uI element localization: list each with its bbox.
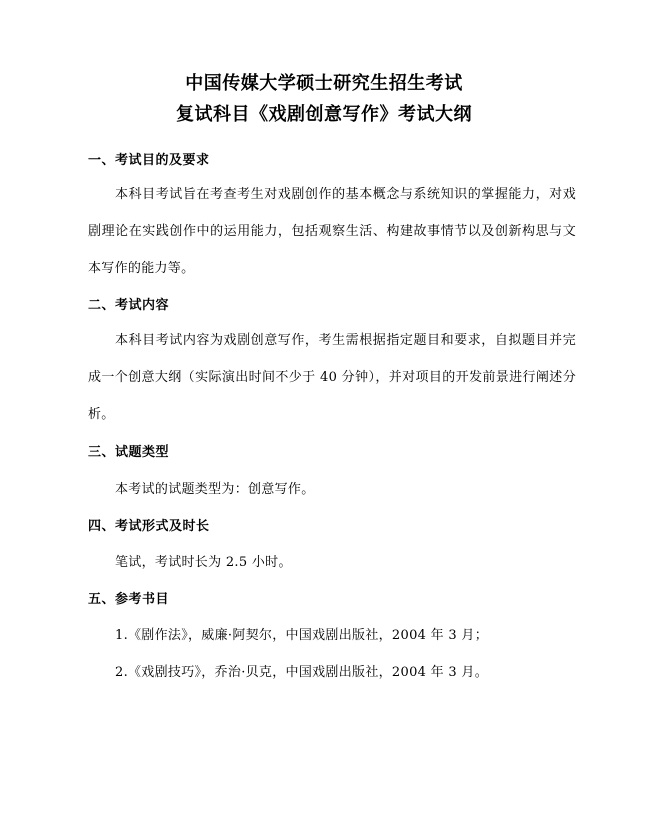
- section-body-objectives: 本科目考试旨在考查考生对戏剧创作的基本概念与系统知识的掌握能力，对戏剧理论在实践创作中的运用能力，包括观察生活、构建故事情节以及创新构思与文本写作的能力等。: [88, 187, 576, 276]
- section-heading-objectives: 一、考试目的及要求: [88, 153, 210, 168]
- section-body-format-duration: 笔试，考试时长为 2.5 小时。: [115, 555, 292, 570]
- section-body-content: 本科目考试内容为戏剧创意写作，考生需根据指定题目和要求，自拟题目并完成一个创意大纲（实际演出时间不少于 40 分钟），并对项目的开发前景进行阐述分析。: [88, 333, 576, 422]
- section-heading-references: 五、参考书目: [88, 592, 170, 607]
- section-heading-question-types: 三、试题类型: [88, 445, 170, 460]
- document-title-line-2: 复试科目《戏剧创意写作》考试大纲: [176, 104, 472, 125]
- document-title-line-1: 中国传媒大学硕士研究生招生考试: [185, 73, 463, 94]
- reference-item-1: 1.《剧作法》，威廉·阿契尔，中国戏剧出版社，2004 年 3 月；: [115, 628, 488, 643]
- reference-item-2: 2.《戏剧技巧》，乔治·贝克，中国戏剧出版社，2004 年 3 月。: [115, 665, 488, 680]
- section-body-question-types: 本考试的试题类型为：创意写作。: [115, 482, 315, 497]
- section-heading-content: 二、考试内容: [88, 298, 170, 313]
- section-heading-format-duration: 四、考试形式及时长: [88, 519, 210, 534]
